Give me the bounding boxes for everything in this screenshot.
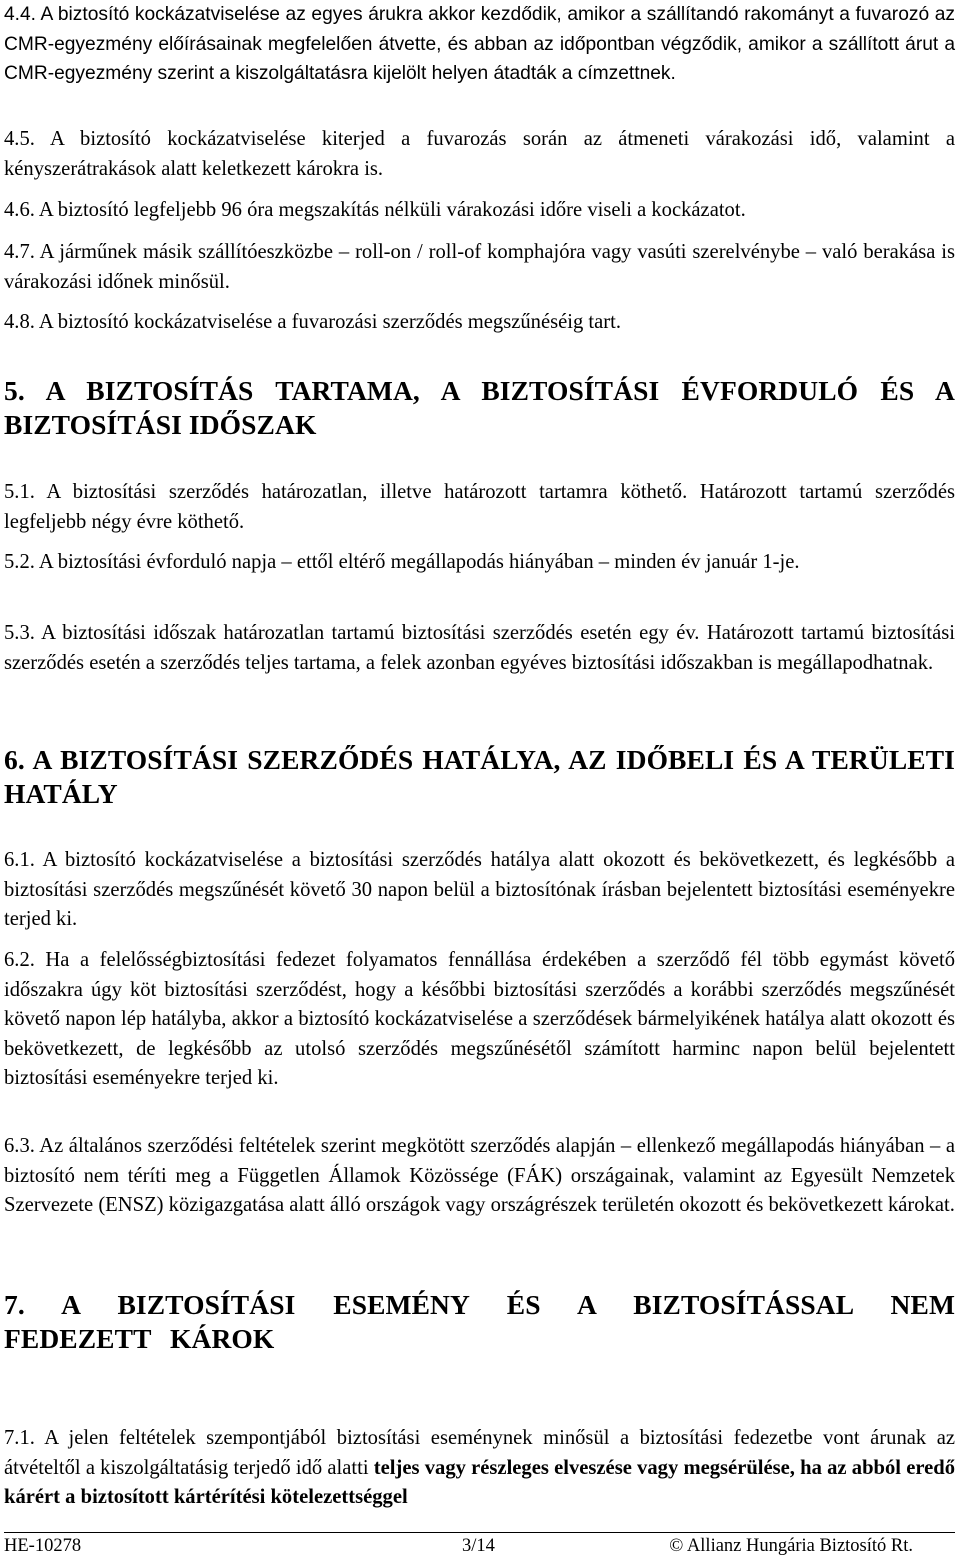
footer-document-id: HE-10278 (4, 1536, 82, 1556)
footer-divider (4, 1532, 955, 1533)
paragraph-4-6: 4.6. A biztosító legfeljebb 96 óra megszakítás nélküli várakozási időre viseli a kockázatot. (4, 199, 746, 221)
footer-page-number: 3/14 (462, 1536, 495, 1556)
paragraph-6-2: 6.2. Ha a felelősségbiztosítási fedezet folyamatos fennállása érdekében a szerződő fél több egymást követő időszakra úgy köt biztosítási szerződést, hogy a későbbi biztosítási szerződés a korábbi szerződés megszűnését követő napon lép hatályba, akkor a biztosító kockázatviselése a szerződések bármelyikének hatálya alatt okozott és bekövetkezett, de legkésőbb az utolsó szerződés megszűnésétől számított harminc napon belül bejelentett biztosítási eseményekre terjed ki. (4, 949, 955, 1089)
paragraph-7-1-text: 7.1. A jelen feltételek szempontjából biztosítási eseménynek minősül a biztosítási fedezetbe vont árunak az átvételtől a kiszolgáltatásig terjedő idő alatti (4, 1427, 955, 1479)
paragraph-5-3: 5.3. A biztosítási időszak határozatlan tartamú biztosítási szerződés esetén egy év. Határozott tartamú biztosítási szerződés esetén a szerződés teljes tartama, a felek azonban egyéves biztosítási időszakban is megállapodhatnak. (4, 622, 955, 674)
page-footer (4, 1535, 955, 1557)
paragraph-4-8: 4.8. A biztosító kockázatviselése a fuvarozási szerződés megszűnéséig tart. (4, 311, 622, 333)
paragraph-6-3: 6.3. Az általános szerződési feltételek szerint megkötött szerződés alapján – ellenkező megállapodás hiányában – a biztosító nem téríti meg a Független Államok Közössége (FÁK) országainak, valamint az Egyesült Nemzetek Szervezete (ENSZ) közigazgatása alatt álló országok vagy országrészek területén okozott és bekövetkezett károkat. (4, 1135, 955, 1216)
paragraph-5-1: 5.1. A biztosítási szerződés határozatlan, illetve határozott tartamra köthető. Határozott tartamú szerződés legfeljebb négy évre köthető. (4, 481, 955, 533)
paragraph-7-1-bold-text: teljes vagy részleges elveszése vagy megsérülése, ha az abból eredő kárért a biztosított kártérítési kötelezettséggel (4, 1456, 955, 1508)
paragraph-7-1 (4, 1424, 955, 1513)
footer-copyright: © Allianz Hungária Biztosító Rt. (669, 1536, 913, 1556)
paragraph-6-1: 6.1. A biztosító kockázatviselése a biztosítási szerződés hatálya alatt okozott és bekövetkezett, és legkésőbb a biztosítási szerződés megszűnését követő 30 napon belül a biztosítónak írásban bejelentett biztosítási eseményekre terjed ki. (4, 849, 955, 930)
paragraph-4-5: 4.5. A biztosító kockázatviselése kiterjed a fuvarozás során az átmeneti várakozási idő, valamint a kényszerátrakások alatt keletkezett károkra is. (4, 128, 955, 180)
paragraph-4-7: 4.7. A járműnek másik szállítóeszközbe – roll-on / roll-of komphajóra vagy vasúti szerelvénybe – való berakása is várakozási időnek minősül. (4, 241, 955, 293)
paragraph-5-2: 5.2. A biztosítási évforduló napja – ettől eltérő megállapodás hiányában – minden év január 1-je. (4, 551, 800, 573)
section-heading-5: 5. A BIZTOSÍTÁS TARTAMA, A BIZTOSÍTÁSI ÉVFORDULÓ ÉS A BIZTOSÍTÁSI IDŐSZAK (4, 375, 955, 440)
paragraph-4-4: 4.4. A biztosító kockázatviselése az egyes árukra akkor kezdődik, amikor a szállítandó rakományt a fuvarozó az CMR-egyezmény előírásainak megfelelően átvette, és abban az időpontban végződik, amikor a szállított árut a CMR-egyezmény szerint a kiszolgáltatásra kijelölt helyen átadták a címzettnek. (4, 4, 955, 84)
section-heading-6: 6. A BIZTOSÍTÁSI SZERZŐDÉS HATÁLYA, AZ IDŐBELI ÉS A TERÜLETI HATÁLY (4, 744, 955, 809)
section-heading-7: 7. A BIZTOSÍTÁSI ESEMÉNY ÉS A BIZTOSÍTÁSSAL NEM FEDEZETT KÁROK (4, 1289, 955, 1354)
